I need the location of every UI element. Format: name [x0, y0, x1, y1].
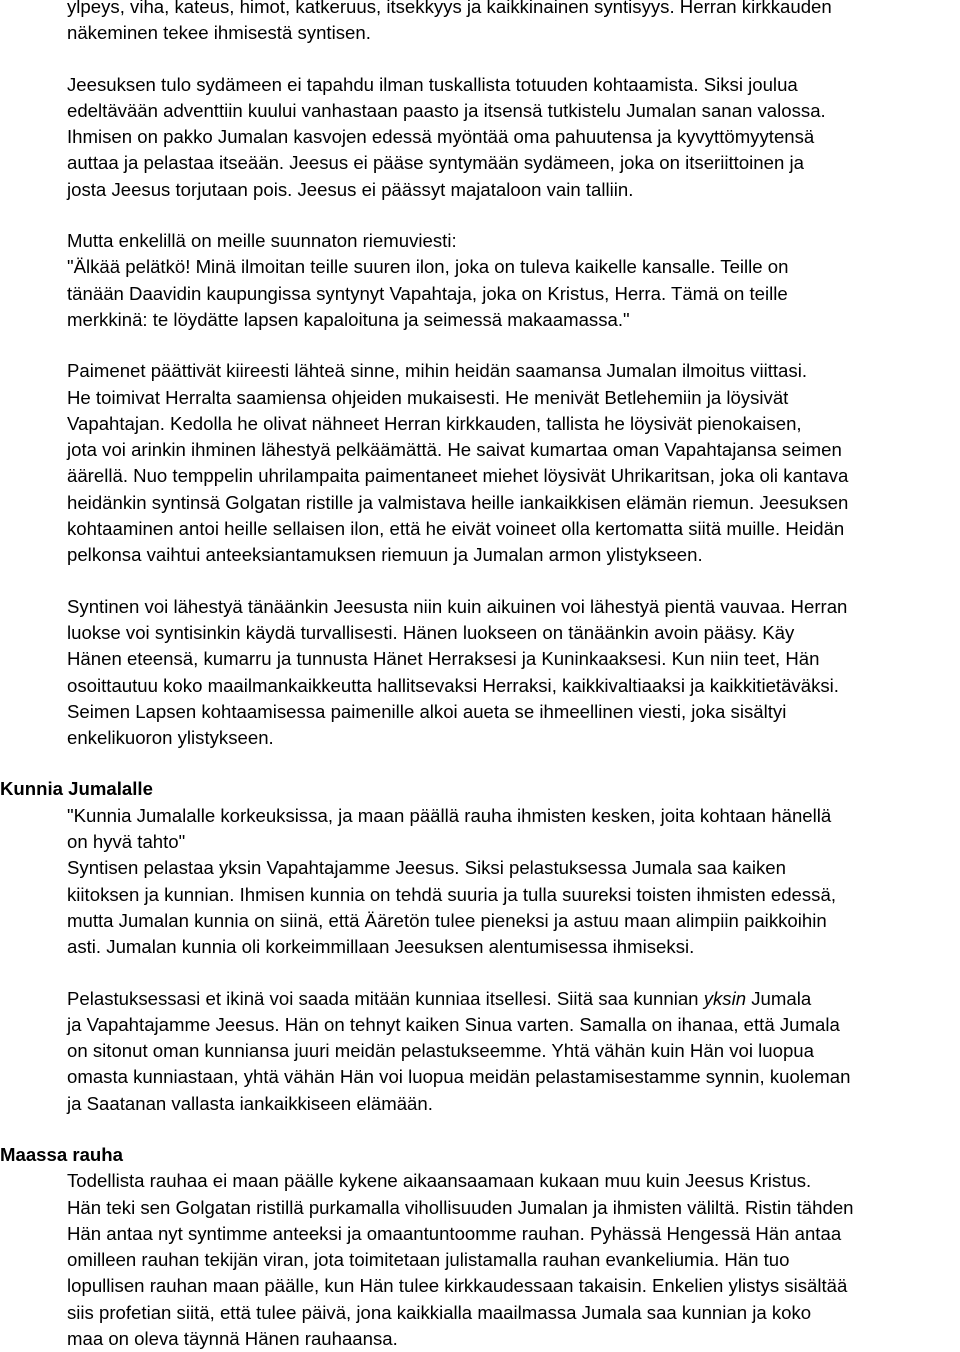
text-line: mutta Jumalan kunnia on siinä, että Ääretön tulee pieneksi ja astuu maan alimpiin paikkoihin [67, 909, 827, 931]
text-line: Hän teki sen Golgatan ristillä purkamalla vihollisuuden Jumalan ja ihmisten väliltä. Ristin tähden [67, 1196, 854, 1218]
text-line: luokse voi syntisinkin käydä turvallisesti. Hänen luokseen on tänäänkin avoin pääsy. Käy [67, 621, 795, 643]
text-line: Jeesuksen tulo sydämeen ei tapahdu ilman tuskallista totuuden kohtaamista. Siksi joulua [67, 73, 798, 95]
paragraph-kunnia-1 [67, 803, 960, 961]
text-line: äärellä. Nuo temppelin uhrilampaita paimentaneet miehet löysivät Uhrikaritsan, joka oli kantava [67, 465, 849, 487]
section-heading-kunnia: Kunnia Jumalalle [0, 778, 153, 800]
paragraph-5 [67, 594, 960, 752]
text-line: Paimenet päättivät kiireesti lähteä sinne, mihin heidän saamansa Jumalan ilmoitus viittasi. [67, 360, 807, 382]
text-line: omilleen rauhan tekijän viran, jota toimitetaan julistamalla rauhan evankeliumia. Hän tuo [67, 1249, 790, 1271]
text-line: kohtaaminen antoi heille sellaisen ilon, että he eivät voineet olla kertomatta siitä muille. Heidän [67, 518, 845, 540]
text-line: ja Vapahtajamme Jeesus. Hän on tehnyt kaiken Sinua varten. Samalla on ihanaa, että Jumala [67, 1013, 840, 1035]
paragraph-2 [67, 72, 960, 203]
text-line: Hän antaa nyt syntimme anteeksi ja omaantuntoomme rauhan. Pyhässä Hengessä Hän antaa [67, 1222, 842, 1244]
paragraph-3 [67, 228, 960, 333]
text-line: Hänen eteensä, kumarru ja tunnusta Hänet Herraksesi ja Kuninkaaksesi. Kun niin teet, Hän [67, 648, 820, 670]
text-line: lopullisen rauhan maan päälle, kun Hän tulee kirkkaudessaan takaisin. Enkelien ylistys sisältää [67, 1275, 848, 1297]
text-line: näkeminen tekee ihmisestä syntisen. [67, 22, 371, 44]
text-line: asti. Jumalan kunnia oli korkeimmillaan Jeesuksen alentumisessa ihmiseksi. [67, 936, 695, 958]
text-line: osoittautuu koko maailmankaikkeutta hallitsevaksi Herraksi, kaikkivaltiaaksi ja kaikkitietäväksi. [67, 674, 839, 696]
text-segment: Pelastuksessasi et ikinä voi saada mitään kunniaa itsellesi. Siitä saa kunnian [67, 987, 704, 1009]
text-line: Ihmisen on pakko Jumalan kasvojen edessä myöntää oma pahuutensa ja kyvyttömyytensä [67, 126, 815, 148]
paragraph-kunnia-2 [67, 986, 960, 1117]
text-line: ylpeys, viha, kateus, himot, katkeruus, itsekkyys ja kaikkinainen syntisyys. Herran kirkkauden [67, 0, 832, 17]
text-line: auttaa ja pelastaa itseään. Jeesus ei pääse syntymään sydämeen, joka on itseriittoinen ja [67, 152, 804, 174]
text-line: kiitoksen ja kunnian. Ihmisen kunnia on tehdä suuria ja tulla suureksi toisten ihmisten edessä, [67, 883, 836, 905]
text-line: tänään Daavidin kaupungissa syntynyt Vapahtaja, joka on Kristus, Herra. Tämä on teille [67, 282, 788, 304]
text-line: Seimen Lapsen kohtaamisessa paimenille alkoi aueta se ihmeellinen viesti, joka sisältyi [67, 700, 787, 722]
text-line: jota voi arinkin ihminen lähestyä pelkäämättä. He saivat kumartaa oman Vapahtajansa seimen [67, 439, 842, 461]
text-line: Todellista rauhaa ei maan päälle kykene aikaansaamaan kukaan muu kuin Jeesus Kristus. [67, 1170, 812, 1192]
text-line: siis profetian siitä, että tulee päivä, jona kaikkialla maailmassa Jumala saa kunnian ja koko [67, 1301, 812, 1323]
text-line: maa on oleva täynnä Hänen rauhaansa. [67, 1328, 398, 1350]
text-line: merkkinä: te löydätte lapsen kapaloituna ja seimessä makaamassa." [67, 308, 630, 330]
text-line: ja Saatanan vallasta iankaikkiseen elämään. [67, 1092, 433, 1114]
text-line: on hyvä tahto" [67, 831, 186, 853]
text-line: He toimivat Herralta saamiensa ohjeiden mukaisesti. He menivät Betlehemiin ja löysivät [67, 386, 789, 408]
text-line: pelkonsa vaihtui anteeksiantamuksen riemuun ja Jumalan armon ylistykseen. [67, 544, 703, 566]
text-line [67, 986, 960, 1012]
section-heading-rauha: Maassa rauha [0, 1143, 123, 1165]
paragraph-4 [67, 358, 960, 568]
text-line: "Älkää pelätkö! Minä ilmoitan teille suuren ilon, joka on tuleva kaikelle kansalle. Teille on [67, 256, 789, 278]
text-line: Syntisen pelastaa yksin Vapahtajamme Jeesus. Siksi pelastuksessa Jumala saa kaiken [67, 857, 786, 879]
text-line: josta Jeesus torjutaan pois. Jeesus ei päässyt majataloon vain talliin. [67, 178, 634, 200]
text-line: "Kunnia Jumalalle korkeuksissa, ja maan päällä rauha ihmisten kesken, joita kohtaan hänellä [67, 804, 832, 826]
paragraph-rauha [67, 1168, 960, 1352]
text-line: Syntinen voi lähestyä tänäänkin Jeesusta niin kuin aikuinen voi lähestyä pientä vauvaa. Herran [67, 595, 848, 617]
text-segment: Jumala [746, 987, 812, 1009]
text-line: omasta kunniastaan, yhtä vähän Hän voi luopua meidän pelastamisestamme synnin, kuoleman [67, 1066, 851, 1088]
text-line: on sitonut oman kunniansa juuri meidän pelastukseemme. Yhtä vähän kuin Hän voi luopua [67, 1040, 814, 1062]
text-line: enkelikuoron ylistykseen. [67, 727, 274, 749]
text-line: Mutta enkelillä on meille suunnaton riemuviesti: [67, 230, 457, 252]
text-line: edeltävään adventtiin kuului vanhastaan paasto ja itsensä tutkistelu Jumalan sanan valossa. [67, 99, 826, 121]
paragraph-1 [67, 0, 960, 47]
text-line: Vapahtajan. Kedolla he olivat nähneet Herran kirkkauden, tallista he löysivät pienokaisen, [67, 412, 802, 434]
text-line: heidänkin syntinsä Golgatan ristille ja valmistava heille iankaikkisen elämän riemun. Jeesuksen [67, 491, 849, 513]
emphasis-text: yksin [703, 987, 747, 1009]
